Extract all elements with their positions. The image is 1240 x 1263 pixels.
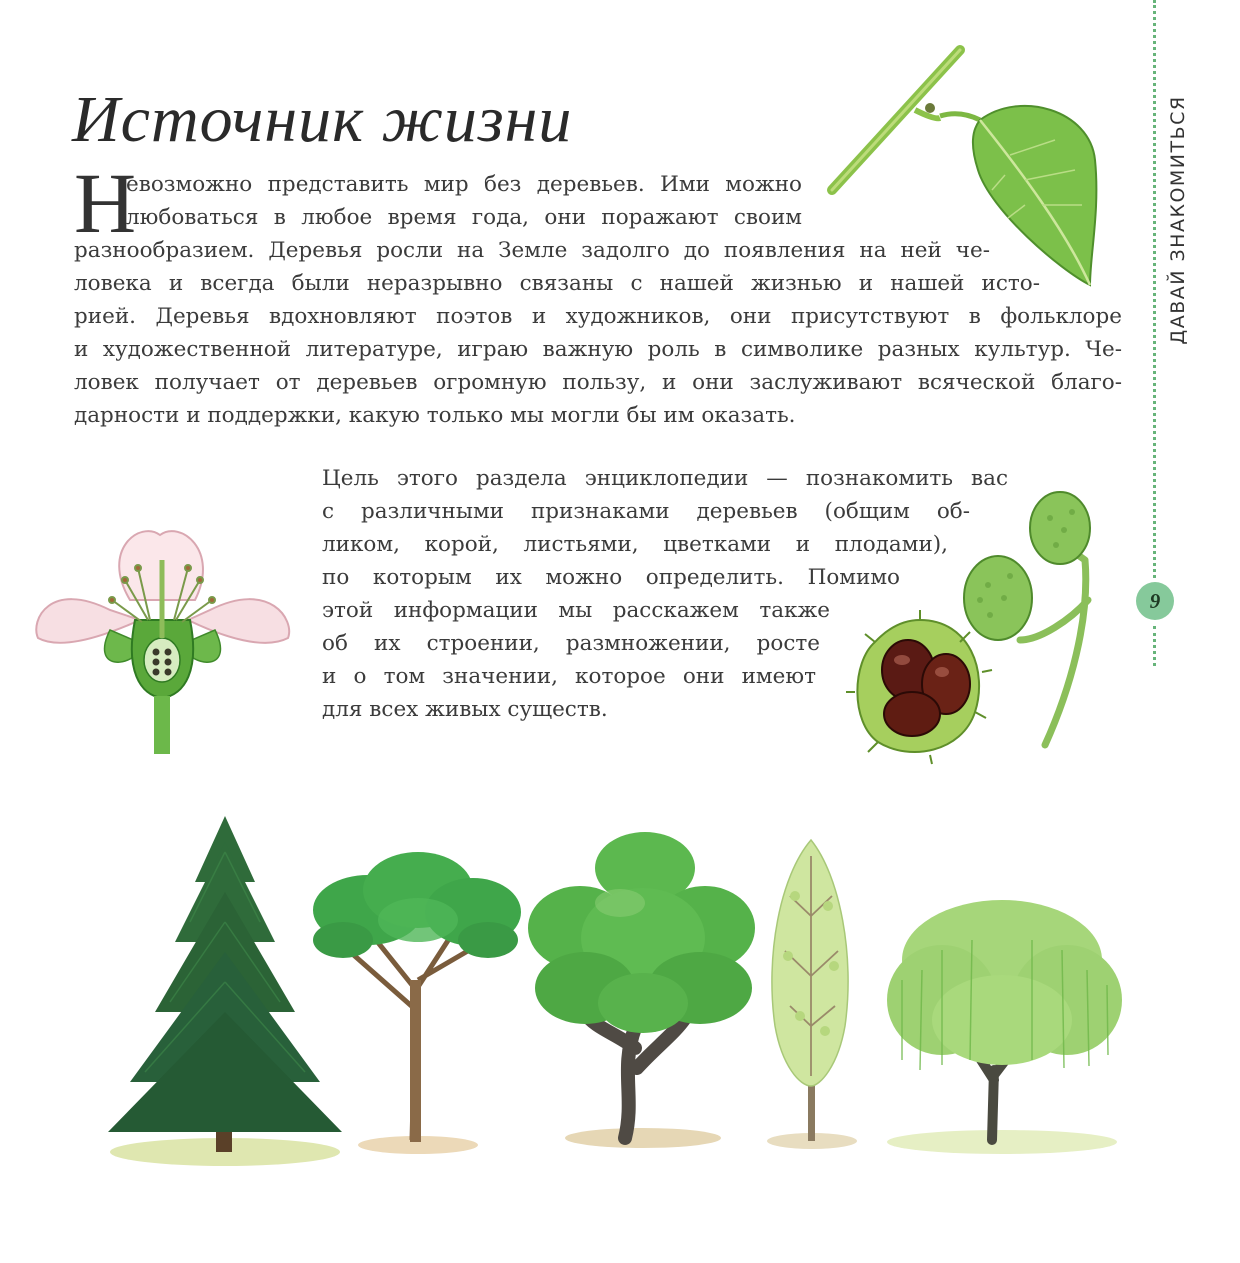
page-number: 9 (1136, 582, 1174, 620)
intro-line: ловек получает от деревьев огромную пользу, и они заслуживают всяческой благо- (74, 370, 1122, 395)
dotted-rule (1153, 626, 1156, 666)
pine-tree-icon (308, 840, 523, 1160)
intro-line: дарности и поддержки, какую только мы могли бы им оказать. (74, 403, 796, 428)
broadleaf-tree-icon (525, 828, 760, 1153)
intro-line: ловека и всегда были неразрывно связаны с нашей жизнью и нашей исто- (74, 271, 1040, 296)
section-line: с различными признаками деревьев (общим об- (322, 499, 970, 524)
intro-line: рией. Деревья вдохновляют поэтов и художников, они присутствуют в фольклоре (74, 304, 1122, 329)
intro-line: и художественной литературе, играю важную роль в символике разных культур. Че- (74, 337, 1122, 362)
section-label: ДАВАЙ ЗНАКОМИТЬСЯ (1167, 95, 1189, 345)
drop-cap: Н (74, 155, 137, 251)
section-line: для всех живых существ. (322, 697, 608, 722)
intro-line: разнообразием. Деревья росли на Земле задолго до появления на ней че- (74, 238, 990, 263)
section-line: этой информации мы расскажем также (322, 598, 830, 623)
poplar-tree-icon (760, 836, 860, 1154)
dotted-rule (1153, 0, 1156, 578)
intro-line: любоваться в любое время года, они поражают своим (126, 205, 802, 230)
section-line: ликом, корой, листьями, цветками и плодами), (322, 532, 948, 557)
section-line: об их строении, размножении, росте (322, 631, 820, 656)
intro-line: евозможно представить мир без деревьев. Ими можно (126, 172, 802, 197)
section-line: по которым их можно определить. Помимо (322, 565, 900, 590)
weeping-willow-icon (882, 890, 1127, 1160)
section-line: и о том значении, которое они имеют (322, 664, 816, 689)
section-line: Цель этого раздела энциклопедии — познакомить вас (322, 466, 1008, 491)
flower-cross-section-icon (30, 520, 300, 755)
alder-cone-icon (960, 490, 1120, 750)
intro-paragraph (74, 155, 1124, 432)
page-title: Источник жизни (72, 83, 573, 156)
